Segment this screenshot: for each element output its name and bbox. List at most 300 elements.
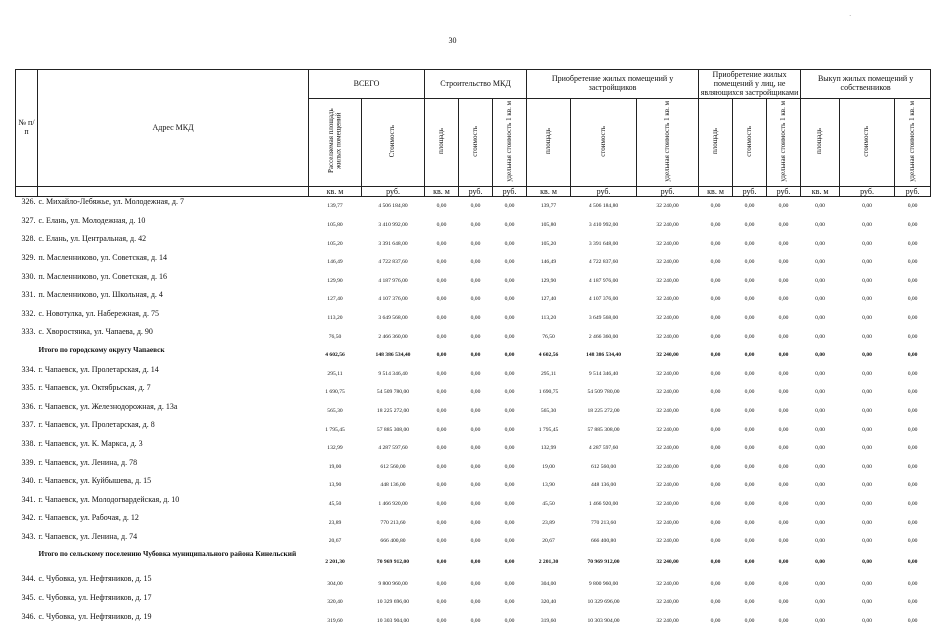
value-cell: 0,00	[436, 296, 447, 303]
value-cell: 0,00	[470, 408, 481, 415]
row-number: 329.	[21, 252, 36, 262]
value-cell: 0,00	[778, 580, 789, 587]
value-cell: 1 795,45	[538, 426, 559, 433]
value-cell: 0,00	[710, 426, 721, 433]
value-cell: 23,89	[542, 519, 555, 526]
row-address: г. Чапаевск, ул. Рабочая, д. 12	[38, 513, 139, 523]
value-cell: 0,00	[744, 296, 755, 303]
value-cell: 0,00	[744, 463, 755, 470]
row-number: 344.	[21, 574, 36, 584]
value-cell: 0,00	[744, 408, 755, 415]
value-cell: 0,00	[778, 559, 789, 566]
value-cell: 0,00	[744, 240, 755, 247]
value-cell: 0,00	[907, 203, 918, 210]
value-cell: 0,00	[504, 296, 515, 303]
value-cell: 3 391 648,00	[588, 240, 619, 247]
value-cell: 0,00	[815, 538, 825, 545]
unit-cell: кв. м	[527, 187, 571, 197]
value-cell: 0,00	[778, 463, 789, 470]
value-cell: 0,00	[862, 408, 872, 415]
row-number: 345.	[21, 593, 36, 603]
value-cell: 0,00	[907, 426, 918, 433]
value-cell: 0,00	[744, 617, 755, 624]
value-cell: 4 722 837,60	[378, 259, 408, 266]
value-cell: 70 969 912,00	[587, 559, 620, 566]
value-cell: 0,00	[862, 580, 872, 587]
row-address: с. Чубовка, ул. Нефтяников, д. 15	[38, 574, 152, 584]
value-cell: 0,00	[744, 333, 755, 340]
row-number: 327.	[21, 215, 36, 225]
value-cell: 0,00	[815, 408, 825, 415]
value-cell: 0,00	[710, 222, 721, 229]
value-cell: 0,00	[436, 222, 447, 229]
row-number	[16, 550, 38, 574]
table-row	[16, 532, 931, 551]
value-cell: 0,00	[710, 333, 721, 340]
row-address: с. Елань, ул. Молодежная, д. 10	[38, 215, 146, 225]
value-cell: 0,00	[744, 559, 755, 566]
value-cell: 9 800 960,00	[588, 580, 619, 587]
value-cell: 0,00	[907, 580, 918, 587]
value-cell: 4 187 976,00	[378, 277, 408, 284]
table-row	[16, 476, 931, 495]
header-sub: площадь	[699, 99, 733, 187]
value-cell: 0,00	[436, 482, 447, 489]
value-cell: 0,00	[744, 203, 755, 210]
value-cell: 4 506 184,80	[378, 203, 408, 210]
value-cell: 0,00	[778, 315, 789, 322]
value-cell: 666 400,80	[590, 538, 617, 545]
value-cell: 0,00	[907, 259, 918, 266]
value-cell: 10 329 696,00	[587, 599, 620, 606]
unit-cell: кв. м	[699, 187, 733, 197]
value-cell: 0,00	[815, 500, 825, 507]
value-cell: 0,00	[778, 445, 789, 452]
value-cell: 3 649 568,00	[378, 315, 408, 322]
header-group-total: ВСЕГО	[309, 70, 425, 99]
header-sub: удельная стоимость 1 кв. м	[493, 99, 527, 187]
value-cell: 0,00	[862, 277, 872, 284]
value-cell: 10 303 904,00	[376, 617, 410, 624]
value-cell: 0,00	[815, 259, 825, 266]
value-cell: 76,50	[542, 333, 555, 340]
value-cell: 0,00	[815, 519, 825, 526]
total-row	[16, 550, 931, 574]
row-number: 339.	[21, 457, 36, 467]
value-cell: 0,00	[710, 408, 721, 415]
value-cell: 0,00	[436, 203, 447, 210]
value-cell: 0,00	[778, 240, 789, 247]
value-cell: 320,40	[540, 599, 557, 606]
value-cell: 448 136,00	[590, 482, 617, 489]
page-number: 30	[448, 36, 457, 45]
value-cell: 10 329 696,00	[376, 599, 410, 606]
value-cell: 0,00	[778, 259, 789, 266]
value-cell: 32 240,00	[656, 426, 679, 433]
value-cell: 0,00	[436, 389, 447, 396]
value-cell: 70 969 912,00	[376, 559, 410, 566]
value-cell: 0,00	[436, 426, 447, 433]
value-cell: 0,00	[907, 408, 918, 415]
value-cell: 0,00	[436, 370, 447, 377]
header-sub: удельная стоимость 1 кв. м	[637, 99, 699, 187]
value-cell: 0,00	[744, 426, 755, 433]
value-cell: 4 602,56	[325, 352, 345, 359]
value-cell: 57 885 308,00	[376, 426, 410, 433]
value-cell: 0,00	[710, 599, 721, 606]
value-cell: 4 107 376,00	[588, 296, 619, 303]
row-address: с. Чубовка, ул. Нефтяников, д. 17	[38, 593, 152, 603]
value-cell: 105,20	[327, 240, 343, 247]
value-cell: 32 240,00	[656, 259, 679, 266]
value-cell: 0,00	[504, 203, 515, 210]
table-row	[16, 593, 931, 612]
value-cell: 0,00	[778, 482, 789, 489]
value-cell: 9 800 960,00	[378, 580, 408, 587]
value-cell: 132,99	[540, 445, 557, 452]
value-cell: 0,00	[470, 500, 481, 507]
table-row	[16, 216, 931, 235]
header-sub: стоимость	[459, 99, 493, 187]
row-number: 341.	[21, 494, 36, 504]
value-cell: 0,00	[470, 519, 481, 526]
value-cell: 4 506 184,80	[588, 203, 619, 210]
unit-cell: руб.	[733, 187, 767, 197]
value-cell: 32 240,00	[656, 222, 679, 229]
value-cell: 32 240,00	[656, 296, 679, 303]
value-cell: 0,00	[744, 599, 755, 606]
value-cell: 0,00	[504, 482, 515, 489]
value-cell: 612 560,00	[590, 463, 617, 470]
value-cell: 0,00	[815, 617, 825, 624]
value-cell: 0,00	[470, 538, 481, 545]
value-cell: 0,00	[907, 222, 918, 229]
value-cell: 0,00	[744, 259, 755, 266]
value-cell: 0,00	[504, 277, 515, 284]
header-address: Адрес МКД	[38, 70, 309, 187]
value-cell: 0,00	[710, 519, 721, 526]
value-cell: 0,00	[815, 599, 825, 606]
header-sub: стоимость	[840, 99, 895, 187]
value-cell: 0,00	[862, 315, 872, 322]
value-cell: 146,49	[327, 259, 343, 266]
table-row	[16, 458, 931, 477]
unit-cell: руб.	[637, 187, 699, 197]
header-sub: Стоимость	[362, 99, 425, 187]
value-cell: 0,00	[470, 370, 481, 377]
value-cell: 0,00	[862, 538, 872, 545]
table-row	[16, 612, 931, 631]
value-cell: 2 201,30	[538, 559, 559, 566]
value-cell: 0,00	[815, 463, 825, 470]
value-cell: 0,00	[862, 463, 872, 470]
value-cell: 0,00	[504, 352, 515, 359]
value-cell: 0,00	[907, 599, 918, 606]
value-cell: 19,00	[542, 463, 555, 470]
value-cell: 3 391 648,00	[378, 240, 408, 247]
value-cell: 0,00	[815, 277, 825, 284]
value-cell: 0,00	[862, 559, 872, 566]
value-cell: 0,00	[907, 333, 918, 340]
value-cell: 0,00	[436, 259, 447, 266]
value-cell: 0,00	[436, 538, 447, 545]
value-cell: 0,00	[907, 463, 918, 470]
value-cell: 0,00	[710, 580, 721, 587]
value-cell: 0,00	[470, 277, 481, 284]
header-group-buyout: Выкуп жилых помещений у собственников	[801, 70, 931, 99]
value-cell: 0,00	[436, 445, 447, 452]
value-cell: 0,00	[815, 580, 825, 587]
value-cell: 105,20	[540, 240, 557, 247]
value-cell: 0,00	[436, 315, 447, 322]
value-cell: 0,00	[710, 370, 721, 377]
value-cell: 0,00	[504, 599, 515, 606]
header-sub: площадь	[801, 99, 840, 187]
header-sub: удельная стоимость 1 кв. м	[767, 99, 801, 187]
unit-cell: руб.	[493, 187, 527, 197]
value-cell: 0,00	[470, 617, 481, 624]
table-row	[16, 383, 931, 402]
value-cell: 0,00	[504, 222, 515, 229]
value-cell: 0,00	[862, 519, 872, 526]
value-cell: 0,00	[862, 296, 872, 303]
value-cell: 148 386 534,40	[375, 352, 411, 359]
value-cell: 0,00	[907, 500, 918, 507]
table-row	[16, 574, 931, 593]
value-cell: 1 466 920,00	[378, 500, 408, 507]
value-cell: 0,00	[504, 370, 515, 377]
value-cell: 3 410 992,00	[378, 222, 408, 229]
table-row	[16, 290, 931, 309]
value-cell: 32 240,00	[656, 559, 679, 566]
header-sub: площадь	[425, 99, 459, 187]
value-cell: 0,00	[710, 203, 721, 210]
value-cell: 0,00	[744, 519, 755, 526]
value-cell: 0,00	[744, 352, 755, 359]
value-cell: 9 514 346,40	[588, 370, 619, 377]
value-cell: 32 240,00	[656, 482, 679, 489]
value-cell: 9 514 346,40	[378, 370, 408, 377]
row-number: 330.	[21, 271, 36, 281]
row-address: с. Михайло-Лебяжье, ул. Молодежная, д. 7	[38, 197, 184, 207]
value-cell: 770 213,60	[380, 519, 406, 526]
value-cell: 32 240,00	[656, 408, 679, 415]
value-cell: 0,00	[815, 426, 825, 433]
value-cell: 0,00	[744, 315, 755, 322]
value-cell: 76,50	[328, 333, 342, 340]
value-cell: 770 213,60	[590, 519, 617, 526]
table-row	[16, 197, 931, 216]
header-group-developer: Приобретение жилых помещений у застройщиков	[527, 70, 699, 99]
value-cell: 0,00	[744, 482, 755, 489]
value-cell: 23,89	[328, 519, 342, 526]
value-cell: 0,00	[907, 482, 918, 489]
value-cell: 0,00	[504, 559, 515, 566]
row-number: 332.	[21, 308, 36, 318]
value-cell: 0,00	[862, 599, 872, 606]
value-cell: 0,00	[778, 389, 789, 396]
value-cell: 132,99	[327, 445, 343, 452]
unit-cell: руб.	[362, 187, 425, 197]
value-cell: 0,00	[436, 559, 447, 566]
value-cell: 0,00	[862, 389, 872, 396]
value-cell: 0,00	[907, 559, 918, 566]
table-header	[16, 70, 931, 197]
value-cell: 0,00	[436, 408, 447, 415]
unit-cell: кв. м	[425, 187, 459, 197]
row-number	[16, 346, 38, 365]
value-cell: 0,00	[862, 333, 872, 340]
table-row	[16, 402, 931, 421]
value-cell: 4 107 376,00	[378, 296, 408, 303]
value-cell: 0,00	[815, 389, 825, 396]
row-address: п. Масленниково, ул. Школьная, д. 4	[38, 290, 163, 300]
value-cell: 0,00	[778, 519, 789, 526]
value-cell: 0,00	[862, 240, 872, 247]
value-cell: 0,00	[436, 277, 447, 284]
value-cell: 0,00	[778, 333, 789, 340]
value-cell: 0,00	[744, 370, 755, 377]
value-cell: 0,00	[907, 315, 918, 322]
value-cell: 0,00	[907, 296, 918, 303]
value-cell: 0,00	[815, 370, 825, 377]
value-cell: 45,50	[542, 500, 555, 507]
row-address: г. Чапаевск, ул. Октябрьская, д. 7	[38, 383, 151, 393]
value-cell: 0,00	[744, 500, 755, 507]
value-cell: 3 410 992,00	[588, 222, 619, 229]
value-cell: 0,00	[436, 500, 447, 507]
value-cell: 0,00	[862, 482, 872, 489]
row-address: Итого по городскому округу Чапаевск	[38, 344, 165, 354]
table-row	[16, 327, 931, 346]
value-cell: 0,00	[710, 463, 721, 470]
value-cell: 0,00	[710, 315, 721, 322]
row-address: с. Чубовка, ул. Нефтяников, д. 19	[38, 611, 152, 621]
value-cell: 2 201,30	[325, 559, 345, 566]
value-cell: 0,00	[710, 240, 721, 247]
value-cell: 0,00	[470, 599, 481, 606]
resettlement-table	[15, 69, 931, 630]
value-cell: 0,00	[907, 370, 918, 377]
value-cell: 0,00	[710, 277, 721, 284]
value-cell: 0,00	[470, 315, 481, 322]
value-cell: 0,00	[504, 389, 515, 396]
value-cell: 4 287 597,60	[588, 445, 619, 452]
header-sub: стоимость	[733, 99, 767, 187]
value-cell: 32 240,00	[656, 389, 679, 396]
value-cell: 129,90	[327, 277, 343, 284]
value-cell: 0,00	[436, 240, 447, 247]
value-cell: 20,67	[328, 538, 342, 545]
row-address: п. Масленниково, ул. Советская, д. 14	[38, 252, 168, 262]
value-cell: 0,00	[504, 240, 515, 247]
value-cell: 295,11	[540, 370, 557, 377]
row-address: г. Чапаевск, ул. Железнодорожная, д. 13а	[38, 401, 178, 411]
value-cell: 0,00	[470, 240, 481, 247]
row-address: г. Чапаевск, ул. Пролетарская, д. 14	[38, 364, 159, 374]
row-number: 346.	[21, 611, 36, 621]
value-cell: 1 795,45	[325, 426, 345, 433]
value-cell: 0,00	[815, 315, 825, 322]
value-cell: 32 240,00	[656, 519, 679, 526]
value-cell: 0,00	[778, 408, 789, 415]
row-number: 336.	[21, 401, 36, 411]
value-cell: 0,00	[778, 277, 789, 284]
value-cell: 0,00	[862, 445, 872, 452]
value-cell: 32 240,00	[656, 370, 679, 377]
value-cell: 666 400,80	[380, 538, 406, 545]
value-cell: 4 187 976,00	[588, 277, 619, 284]
value-cell: 0,00	[907, 240, 918, 247]
value-cell: 0,00	[436, 352, 447, 359]
value-cell: 20,67	[542, 538, 555, 545]
value-cell: 0,00	[470, 389, 481, 396]
value-cell: 146,49	[540, 259, 557, 266]
value-cell: 113,20	[540, 315, 557, 322]
value-cell: 0,00	[710, 559, 721, 566]
value-cell: 0,00	[815, 222, 825, 229]
unit-cell: руб.	[895, 187, 931, 197]
value-cell: 0,00	[744, 277, 755, 284]
value-cell: 0,00	[778, 500, 789, 507]
value-cell: 0,00	[504, 408, 515, 415]
value-cell: 0,00	[436, 519, 447, 526]
value-cell: 0,00	[778, 352, 789, 359]
row-address: с. Новотулка, ул. Набережная, д. 75	[38, 308, 159, 318]
row-number: 328.	[21, 234, 36, 244]
scan-speck: ·	[849, 12, 852, 20]
value-cell: 0,00	[778, 538, 789, 545]
value-cell: 0,00	[470, 203, 481, 210]
value-cell: 0,00	[815, 559, 825, 566]
value-cell: 0,00	[710, 617, 721, 624]
value-cell: 0,00	[862, 203, 872, 210]
value-cell: 0,00	[470, 426, 481, 433]
value-cell: 13,90	[542, 482, 555, 489]
value-cell: 0,00	[862, 370, 872, 377]
value-cell: 32 240,00	[656, 500, 679, 507]
value-cell: 0,00	[907, 389, 918, 396]
value-cell: 0,00	[504, 463, 515, 470]
value-cell: 565,30	[540, 408, 557, 415]
value-cell: 0,00	[504, 617, 515, 624]
value-cell: 0,00	[907, 617, 918, 624]
value-cell: 0,00	[504, 580, 515, 587]
value-cell: 0,00	[815, 240, 825, 247]
header-num: № п/п	[16, 70, 38, 187]
value-cell: 32 240,00	[656, 333, 679, 340]
value-cell: 45,50	[328, 500, 342, 507]
value-cell: 4 287 597,60	[378, 445, 408, 452]
row-address: с. Хворостянка, ул. Чапаева, д. 90	[38, 327, 153, 337]
table-row	[16, 495, 931, 514]
value-cell: 0,00	[504, 445, 515, 452]
value-cell: 1 690,75	[538, 389, 559, 396]
value-cell: 0,00	[710, 296, 721, 303]
table-row	[16, 365, 931, 384]
value-cell: 32 240,00	[656, 277, 679, 284]
value-cell: 0,00	[470, 352, 481, 359]
table-row	[16, 272, 931, 291]
value-cell: 319,60	[327, 617, 343, 624]
value-cell: 18 225 272,00	[376, 408, 410, 415]
value-cell: 320,40	[327, 599, 343, 606]
value-cell: 0,00	[907, 519, 918, 526]
value-cell: 0,00	[710, 259, 721, 266]
value-cell: 54 509 780,00	[376, 389, 410, 396]
value-cell: 304,00	[327, 580, 343, 587]
value-cell: 0,00	[778, 222, 789, 229]
